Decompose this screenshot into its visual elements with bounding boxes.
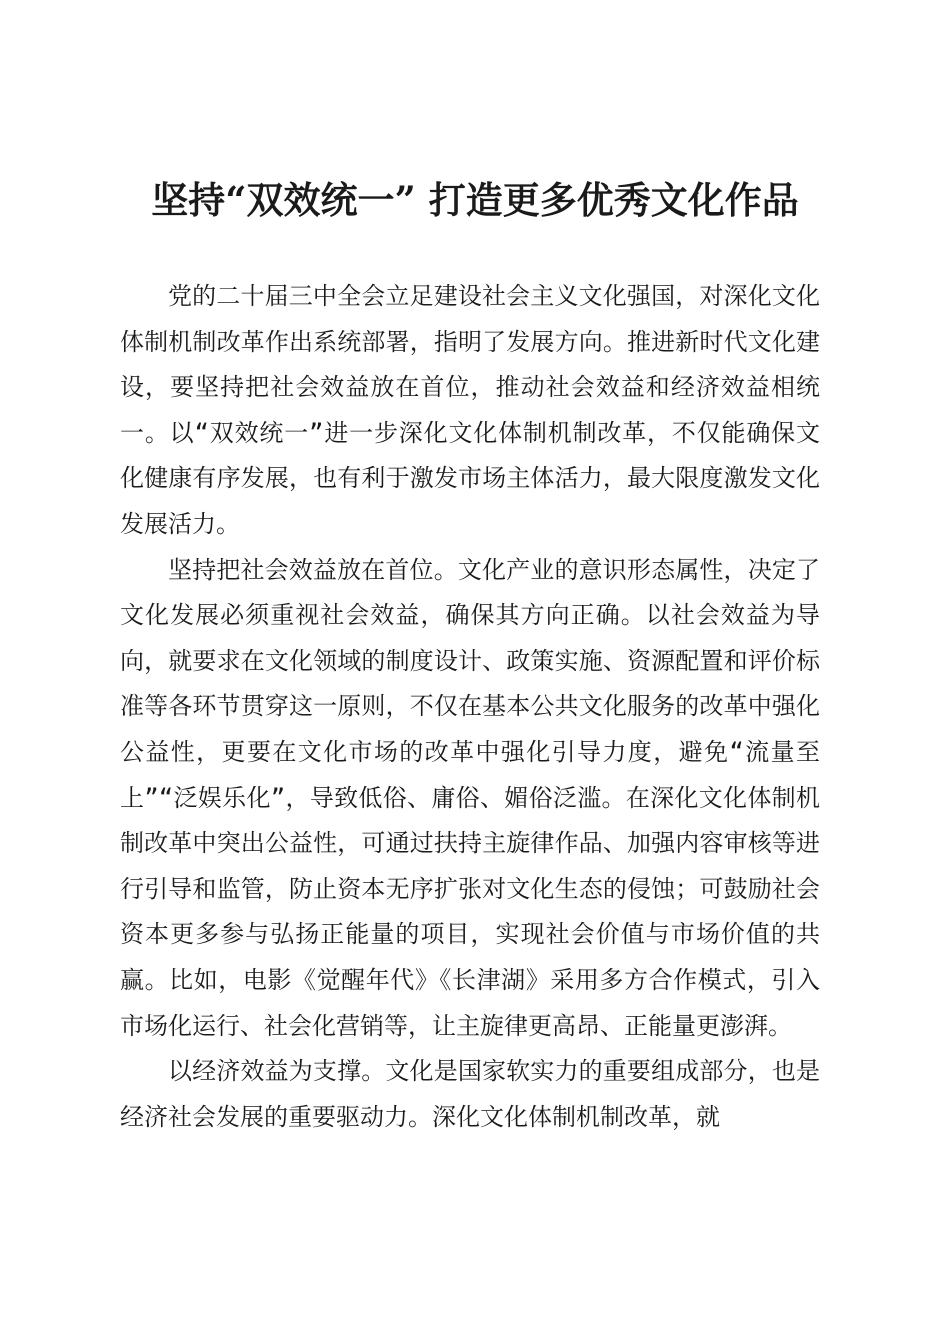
- document-title: 坚持“双效统一” 打造更多优秀文化作品: [151, 178, 799, 222]
- paragraph-1: 党的二十届三中全会立足建设社会主义文化强国，对深化文化体制机制改革作出系统部署，指明了发展方向。推进新时代文化建设，要坚持把社会效益放在首位，推动社会效益和经济效益相统一。以“双效统一”进一步深化文化体制机制改革，不仅能确保文化健康有序发展，也有利于激发市场主体活力，最大限度激发文化发展活力。: [120, 282, 820, 538]
- document-body: [120, 274, 820, 1140]
- paragraph-3: 以经济效益为支撑。文化是国家软实力的重要组成部分，也是经济社会发展的重要驱动力。深化文化体制机制改革，就: [120, 1057, 820, 1131]
- paragraph-2: 坚持把社会效益放在首位。文化产业的意识形态属性，决定了文化发展必须重视社会效益，确保其方向正确。以社会效益为导向，就要求在文化领域的制度设计、政策实施、资源配置和评价标准等各环节贯穿这一原则，不仅在基本公共文化服务的改革中强化公益性，更要在文化市场的改革中强化引导力度，避免“流量至上”“泛娱乐化”，导致低俗、庸俗、媚俗泛滥。在深化文化体制机制改革中突出公益性，可通过扶持主旋律作品、加强内容审核等进行引导和监管，防止资本无序扩张对文化生态的侵蚀；可鼓励社会资本更多参与弘扬正能量的项目，实现社会价值与市场价值的共赢。比如，电影《觉醒年代》《长津湖》采用多方合作模式，引入市场化运行、社会化营销等，让主旋律更高昂、正能量更澎湃。: [120, 555, 820, 1040]
